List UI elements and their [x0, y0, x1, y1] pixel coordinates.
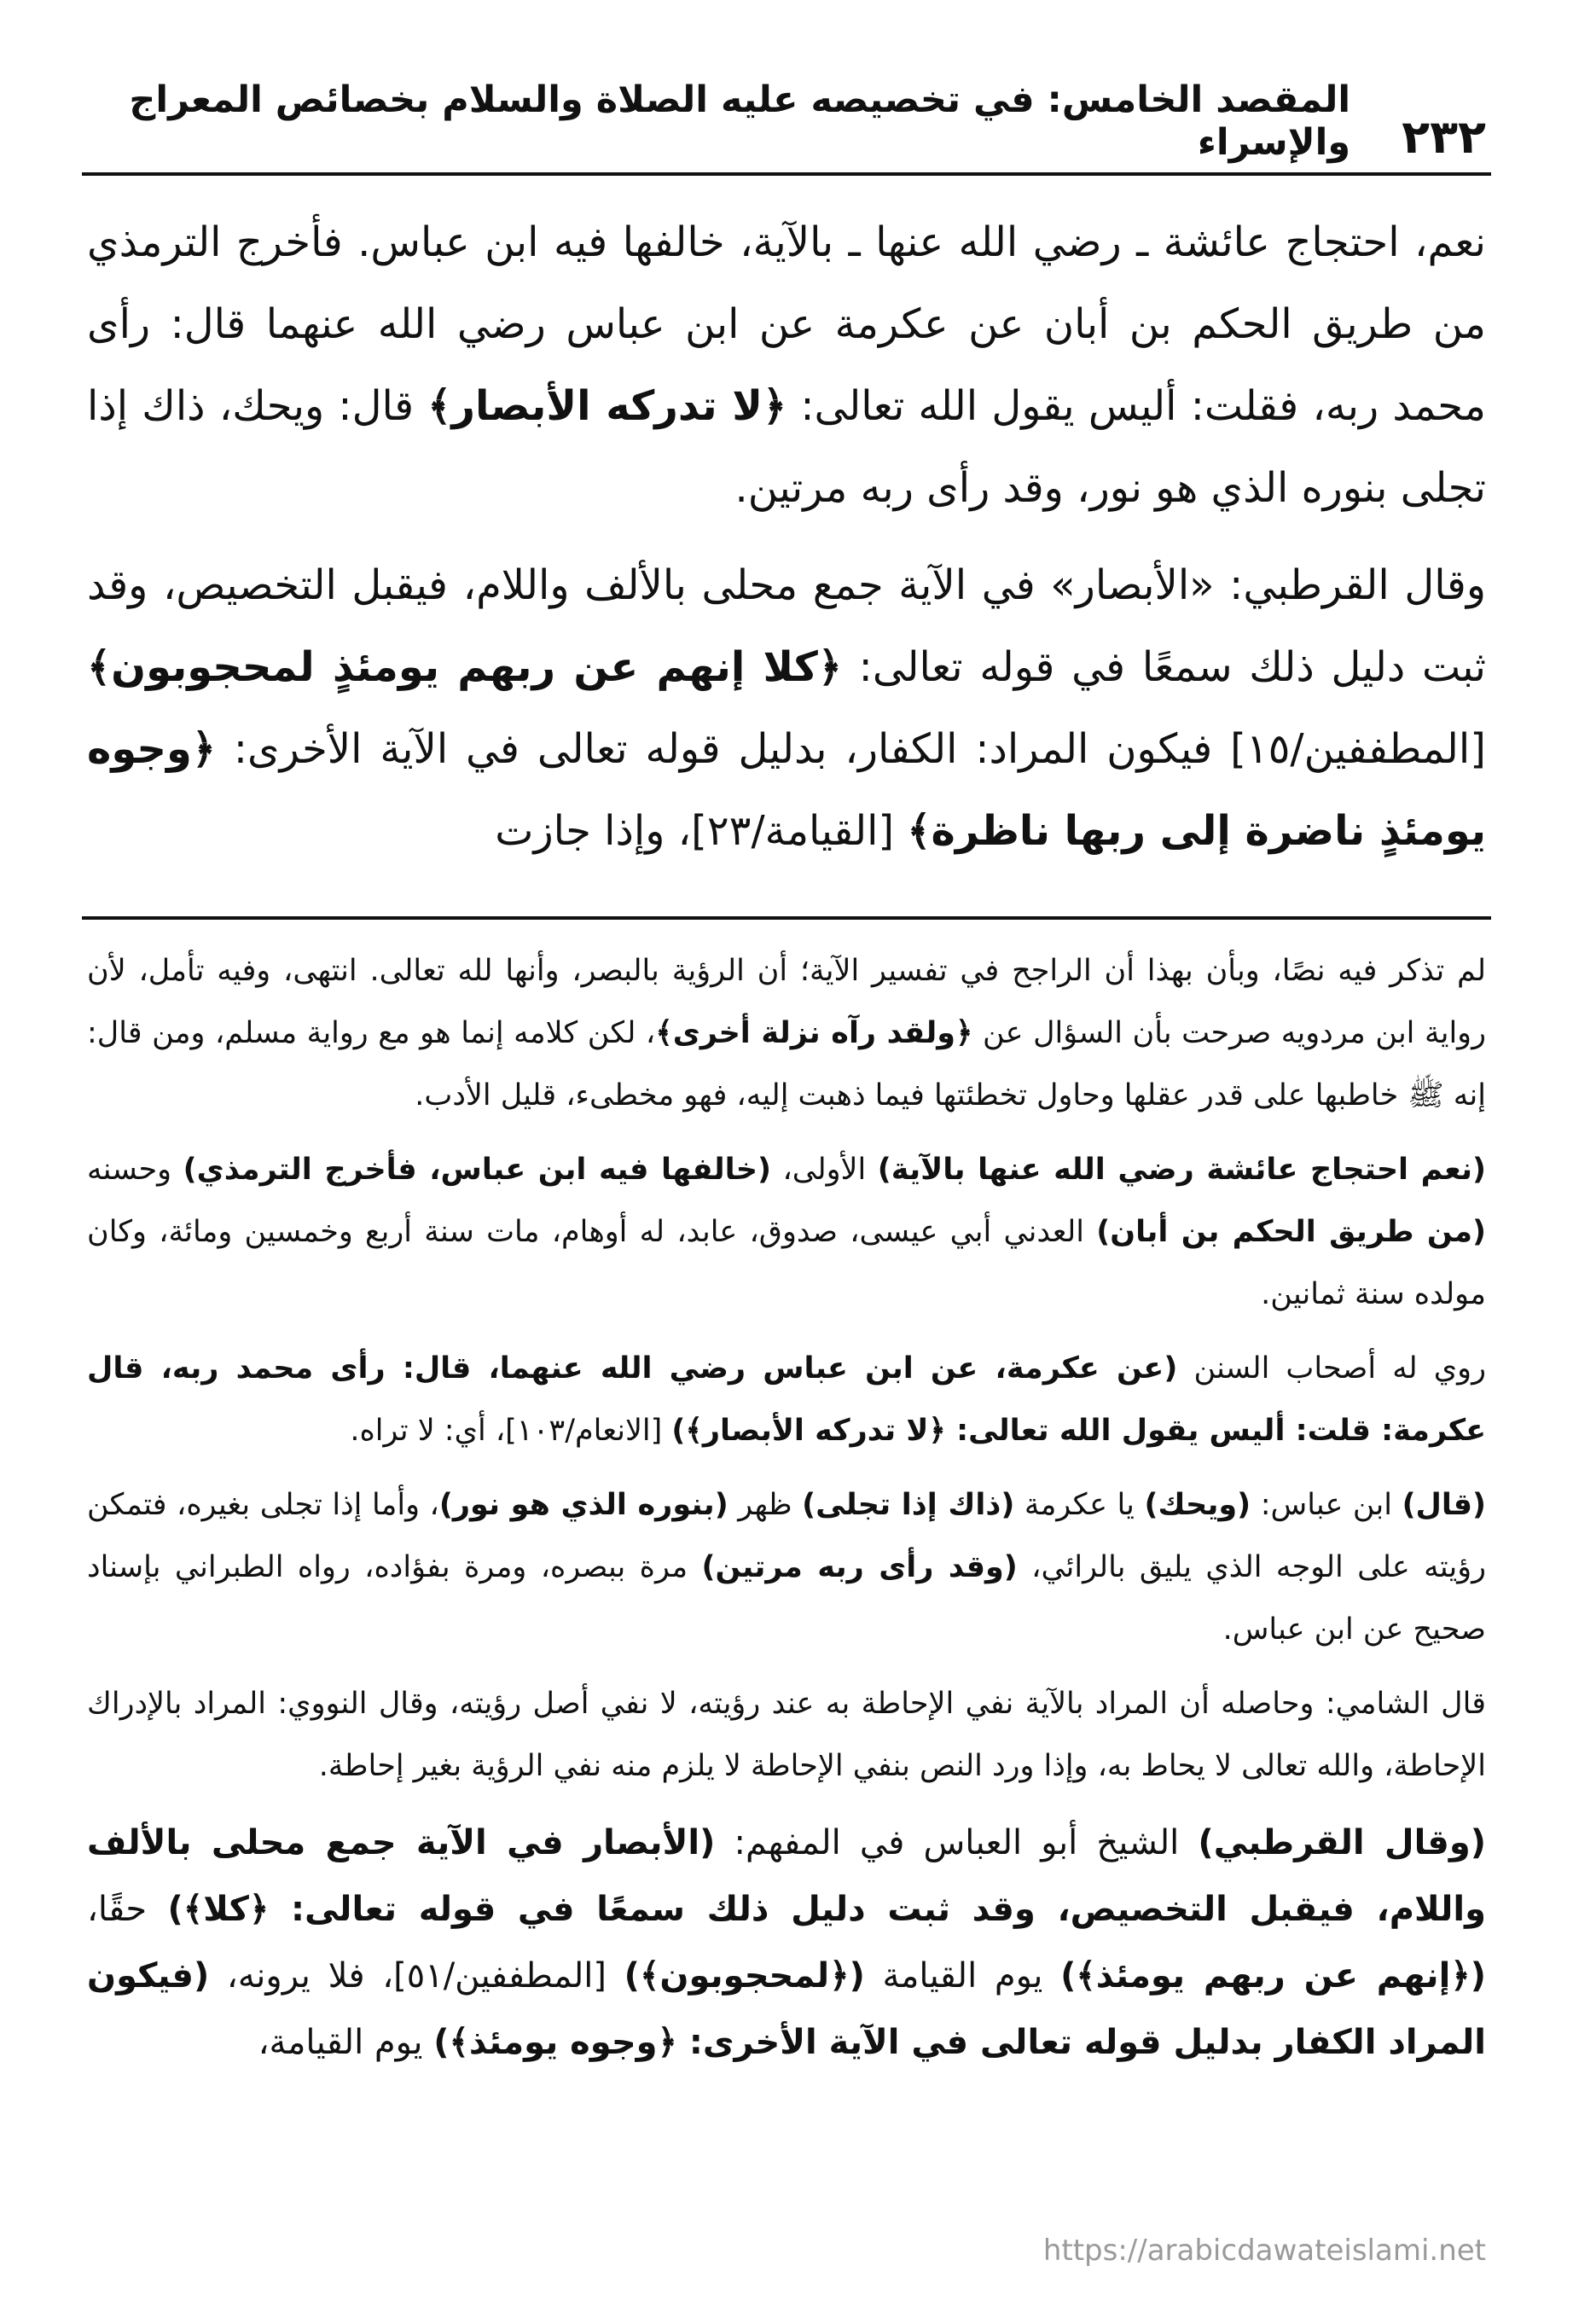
- matn-quote: (﴿لمحجوبون﴾): [624, 1956, 865, 1996]
- commentary-paragraph: [82, 1673, 1491, 1798]
- quran-quote: ﴿لا تدركه الأبصار﴾: [427, 382, 787, 430]
- commentary: [82, 940, 1491, 2076]
- quran-quote: ﴿وجوه يومئذٍ ناضرة إلى ربها ناظرة﴾: [87, 725, 1486, 855]
- text-run: قال الشامي: وحاصله أن المراد بالآية نفي الإحاطة به عند رؤيته، لا نفي أصل رؤيته، وقال النووي: المراد بالإدراك الإحاطة، والله تعالى لا يحاط به، وإذا ورد النص بنفي الإحاطة لا يلزم منه نفي الرؤية بغير إحاطة.: [87, 1687, 1486, 1783]
- matn-quote: (نعم احتجاج عائشة رضي الله عنها بالآية): [877, 1153, 1486, 1187]
- text-run: روي له أصحاب السنن: [1177, 1351, 1486, 1386]
- text-run: [القيامة/٢٣]، وإذا جازت: [495, 807, 908, 855]
- text-run: [المطففين/٥١]، فلا يرونه،: [209, 1956, 624, 1996]
- matn-quote: (ويحك): [1144, 1488, 1251, 1522]
- text-run: وقال القرطبي: «الأبصار» في الآية جمع محلى بالألف واللام، فيقبل التخصيص، وقد ثبت دليل ذلك سمعًا في قوله تعالى:: [87, 561, 1486, 691]
- text-run: الشيخ أبو العباس في المفهم:: [715, 1823, 1199, 1862]
- running-title: المقصد الخامس: في تخصيصه عليه الصلاة والسلام بخصائص المعراج والإسراء: [129, 78, 1351, 164]
- text-run: [الانعام/١٠٣]، أي: لا تراه.: [350, 1414, 672, 1448]
- text-run: لم تذكر فيه نصًا، وبأن بهذا أن الراجح في تفسير الآية؛ أن الرؤية بالبصر، وأنها لله تعالى. انتهى، وفيه تأمل، لأن رواية ابن مردويه صرحت بأن السؤال عن: [87, 954, 1486, 1050]
- matn-quote: (عن عكرمة، عن ابن عباس رضي الله عنهما، قال: رأى محمد ربه، قال عكرمة: قلت: أليس يقول الله تعالى: ﴿لا تدركه الأبصار﴾): [87, 1351, 1486, 1448]
- text-run: قال: ويحك، ذاك إذا تجلى بنوره الذي هو نور، وقد رأى ربه مرتين.: [87, 382, 1486, 512]
- commentary-paragraph: [82, 1810, 1491, 2076]
- quran-quote: ﴿ولقد رآه نزلة أخرى﴾: [655, 1016, 973, 1050]
- matn-quote: (من طريق الحكم بن أبان): [1096, 1215, 1486, 1249]
- text-run: وحسنه: [87, 1153, 183, 1187]
- text-run: ، لكن كلامه إنما هو مع رواية مسلم، ومن قال: إنه ﷺ خاطبها على قدر عقلها وحاول تخطئتها فيما ذهبت إليه، فهو مخطىء، قليل الأدب.: [87, 1016, 1486, 1113]
- text-run: ، وأما إذا تجلى بغيره، فتمكن رؤيته على الوجه الذي يليق بالرائي،: [87, 1488, 1487, 1584]
- text-run: الأولى،: [770, 1153, 878, 1187]
- page-header: [82, 78, 1491, 176]
- matn-quote: (وقد رأى ربه مرتين): [701, 1550, 1018, 1584]
- quran-quote: ﴿كلا إنهم عن ربهم يومئذٍ لمحجوبون﴾: [87, 643, 842, 691]
- text-run: ابن عباس:: [1251, 1488, 1402, 1522]
- main-paragraph: [82, 201, 1491, 529]
- text-run: [المطففين/١٥] فيكون المراد: الكفار، بدليل قوله تعالى في الآية الأخرى:: [215, 725, 1486, 773]
- main-paragraph: [82, 544, 1491, 872]
- site-watermark: https://arabicdawateislami.net: [1042, 2234, 1486, 2268]
- matn-quote: (قال): [1402, 1488, 1486, 1522]
- text-run: يوم القيامة: [864, 1956, 1061, 1996]
- text-run: مرة ببصره، ومرة بفؤاده، رواه الطبراني بإسناد صحيح عن ابن عباس.: [87, 1550, 1486, 1647]
- text-run: حقًا،: [87, 1890, 168, 1929]
- main-text: [82, 201, 1491, 872]
- commentary-paragraph: [82, 1139, 1491, 1326]
- page-number: ٢٣٢: [1402, 110, 1486, 164]
- text-run: يوم القيامة،: [258, 2023, 434, 2062]
- matn-quote: (فيكون المراد الكفار بدليل قوله تعالى في الآية الأخرى: ﴿وجوه يومئذ﴾): [87, 1956, 1486, 2062]
- matn-quote: (خالفها فيه ابن عباس، فأخرج الترمذي): [183, 1153, 771, 1187]
- text-run: العدني أبي عيسى، صدوق، عابد، له أوهام، مات سنة أربع وخمسين ومائة، وكان مولده سنة ثمانين.: [87, 1215, 1486, 1311]
- commentary-paragraph: [82, 1338, 1491, 1462]
- matn-quote: (الأبصار في الآية جمع محلى بالألف واللام، فيقبل التخصيص، وقد ثبت دليل ذلك سمعًا في قوله تعالى: ﴿كلا﴾): [87, 1823, 1487, 1929]
- book-page: [82, 78, 1491, 2088]
- text-run: يا عكرمة: [1014, 1488, 1145, 1522]
- matn-quote: (وقال القرطبي): [1198, 1823, 1486, 1862]
- matn-quote: (ذاك إذا تجلى): [802, 1488, 1015, 1522]
- text-run: ظهر: [728, 1488, 803, 1522]
- footnote-separator: [82, 916, 1491, 920]
- commentary-paragraph: [82, 1474, 1491, 1661]
- commentary-paragraph: [82, 940, 1491, 1127]
- text-run: نعم، احتجاج عائشة ـ رضي الله عنها ـ بالآية، خالفها فيه ابن عباس. فأخرج الترمذي من طريق الحكم بن أبان عن عكرمة عن ابن عباس رضي الله عنهما قال: رأى محمد ربه، فقلت: أليس يقول الله تعالى:: [87, 218, 1486, 430]
- matn-quote: (بنوره الذي هو نور): [438, 1488, 728, 1522]
- matn-quote: (﴿إنهم عن ربهم يومئذ﴾): [1060, 1956, 1487, 1996]
